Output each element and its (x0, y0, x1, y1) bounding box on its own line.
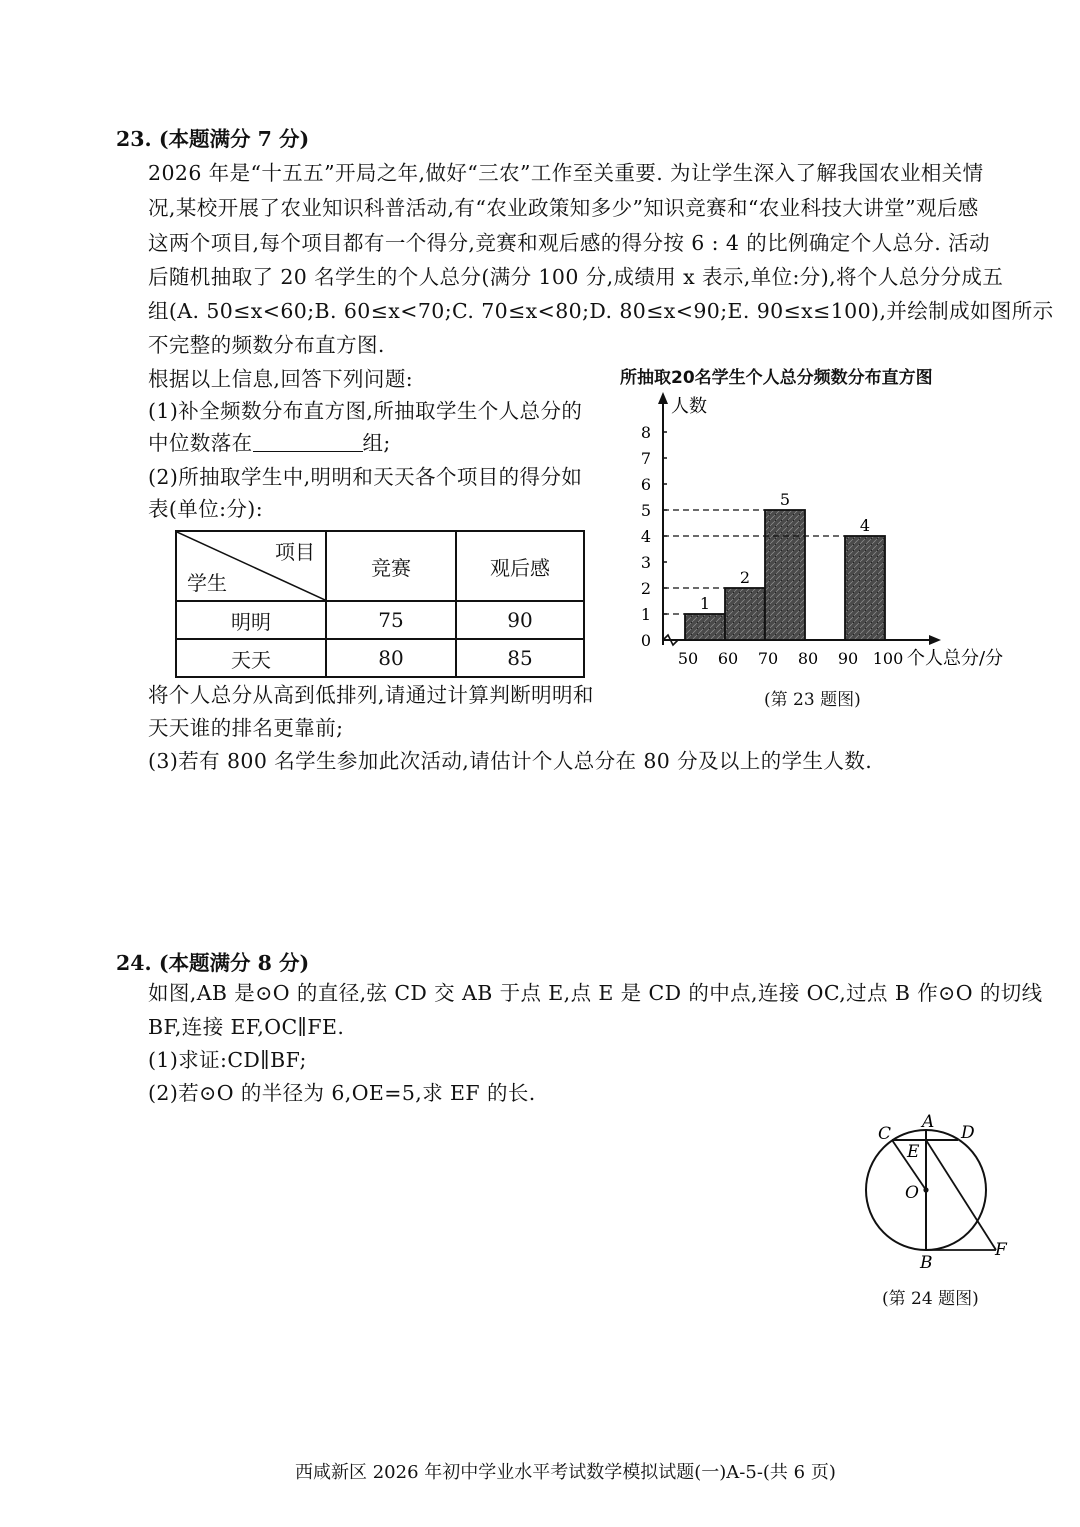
table-row (176, 601, 584, 639)
corner-label-project: 项目 (275, 540, 315, 564)
q24-header (116, 946, 309, 976)
q23-intro-line-2: 况,某校开展了农业知识科普活动,有“农业政策知多少”知识竞赛和“农业科技大讲堂”观后感 (148, 196, 979, 220)
q23-part1-line2 (148, 428, 391, 458)
y-tick-label: 8 (640, 423, 651, 442)
label-d: D (961, 1123, 975, 1143)
q23-intro-line-6: 不完整的频数分布直方图. (148, 333, 385, 357)
histogram-bar (685, 614, 725, 640)
q23-part2-line1: (2)所抽取学生中,明明和天天各个项目的得分如 (148, 465, 583, 489)
table-cell-value: 75 (326, 601, 456, 639)
y-tick-label: 3 (640, 553, 651, 572)
y-axis-label: 人数 (671, 396, 707, 417)
q23-number: 23. (116, 127, 152, 151)
q24-line1: 如图,AB 是⊙O 的直径,弦 CD 交 AB 于点 E,点 E 是 CD 的中点,连接 OC,过点 B 作⊙O 的切线 (148, 981, 1043, 1005)
bar-data-label: 1 (699, 594, 711, 613)
table-corner-cell (176, 531, 326, 601)
q23-part2-line2: 表(单位:分): (148, 497, 264, 521)
histogram-bar (725, 588, 765, 640)
q23-part1-text-a: 中位数落在 (148, 431, 253, 455)
page-footer: 西咸新区 2026 年初中学业水平考试数学模拟试题(一)A-5-(共 6 页) (295, 1462, 836, 1483)
q23-part1-text-b: 组; (362, 431, 391, 455)
y-tick-label: 6 (640, 475, 651, 494)
q23-part1-line1: (1)补全频数分布直方图,所抽取学生个人总分的 (148, 399, 583, 423)
x-axis-label: 个人总分/分 (907, 648, 1004, 669)
x-tick-label: 100 (872, 649, 904, 668)
x-tick-label: 70 (757, 649, 779, 668)
table-header-competition: 竞赛 (326, 531, 456, 601)
q24-figure-caption: (第 24 题图) (882, 1289, 979, 1309)
histogram-bar (765, 510, 805, 640)
q23-score-table (175, 530, 585, 678)
q24-number: 24. (116, 951, 152, 975)
y-tick-label: 5 (640, 501, 651, 520)
y-tick-label: 0 (640, 631, 651, 650)
table-cell-value: 85 (456, 639, 584, 677)
y-axis-arrow (658, 392, 668, 404)
bar-data-label: 5 (779, 490, 791, 509)
histogram-chart (615, 390, 1035, 675)
table-header-row (176, 531, 584, 601)
label-b: B (920, 1253, 933, 1273)
table-row (176, 639, 584, 677)
chart-title: 所抽取20名学生个人总分频数分布直方图 (620, 368, 933, 388)
q23-intro-line-5: 组(A. 50≤x<60;B. 60≤x<70;C. 70≤x<80;D. 80≤x<90;E. 90≤x≤100),并绘制成如图所示 (148, 299, 1054, 323)
table-cell-value: 90 (456, 601, 584, 639)
y-tick-label: 7 (640, 449, 651, 468)
q23-intro-line-1: 2026 年是“十五五”开局之年,做好“三农”工作至关重要. 为让学生深入了解我国农业相关情 (148, 161, 984, 185)
histogram-bar (845, 536, 885, 640)
label-e: E (907, 1142, 920, 1162)
label-c: C (878, 1124, 892, 1144)
q24-line2: BF,连接 EF,OC∥FE. (148, 1015, 345, 1039)
label-o: O (905, 1183, 919, 1203)
y-tick-label: 4 (640, 527, 651, 546)
center-dot (923, 1187, 928, 1192)
q24-part1: (1)求证:CD∥BF; (148, 1048, 307, 1072)
table-cell-name: 明明 (176, 601, 326, 639)
q24-score-note: (本题满分 8 分) (158, 951, 310, 975)
q23-answer-blank[interactable] (253, 431, 363, 452)
q23-header (116, 122, 309, 152)
table-cell-name: 天天 (176, 639, 326, 677)
x-tick-label: 90 (837, 649, 859, 668)
y-tick-label: 1 (640, 605, 651, 624)
label-a: A (922, 1112, 935, 1132)
table-header-review: 观后感 (456, 531, 584, 601)
x-tick-label: 50 (677, 649, 699, 668)
q23-intro-line-4: 后随机抽取了 20 名学生的个人总分(满分 100 分,成绩用 x 表示,单位:分),将个人总分分成五 (148, 265, 1004, 289)
q23-part2-after1: 将个人总分从高到低排列,请通过计算判断明明和 (148, 683, 594, 707)
bar-data-label: 2 (739, 568, 751, 587)
q23-intro-line-3: 这两个项目,每个项目都有一个得分,竞赛和观后感的得分按 6 : 4 的比例确定个人总分. 活动 (148, 231, 990, 255)
q23-prompt: 根据以上信息,回答下列问题: (148, 367, 414, 391)
q23-part2-after2: 天天谁的排名更靠前; (148, 716, 344, 740)
y-tick-label: 2 (640, 579, 651, 598)
x-axis-arrow (929, 635, 941, 645)
bar-data-label: 4 (859, 516, 871, 535)
x-tick-label: 60 (717, 649, 739, 668)
label-f: F (995, 1240, 1007, 1260)
q23-figure-caption: (第 23 题图) (764, 690, 861, 710)
q23-part3: (3)若有 800 名学生参加此次活动,请估计个人总分在 80 分及以上的学生人数. (148, 749, 873, 773)
q23-score-note: (本题满分 7 分) (158, 127, 310, 151)
table-cell-value: 80 (326, 639, 456, 677)
corner-label-student: 学生 (187, 571, 227, 595)
circle-geometry-figure (860, 1105, 1030, 1280)
q24-part2: (2)若⊙O 的半径为 6,OE=5,求 EF 的长. (148, 1081, 536, 1105)
x-tick-label: 80 (797, 649, 819, 668)
